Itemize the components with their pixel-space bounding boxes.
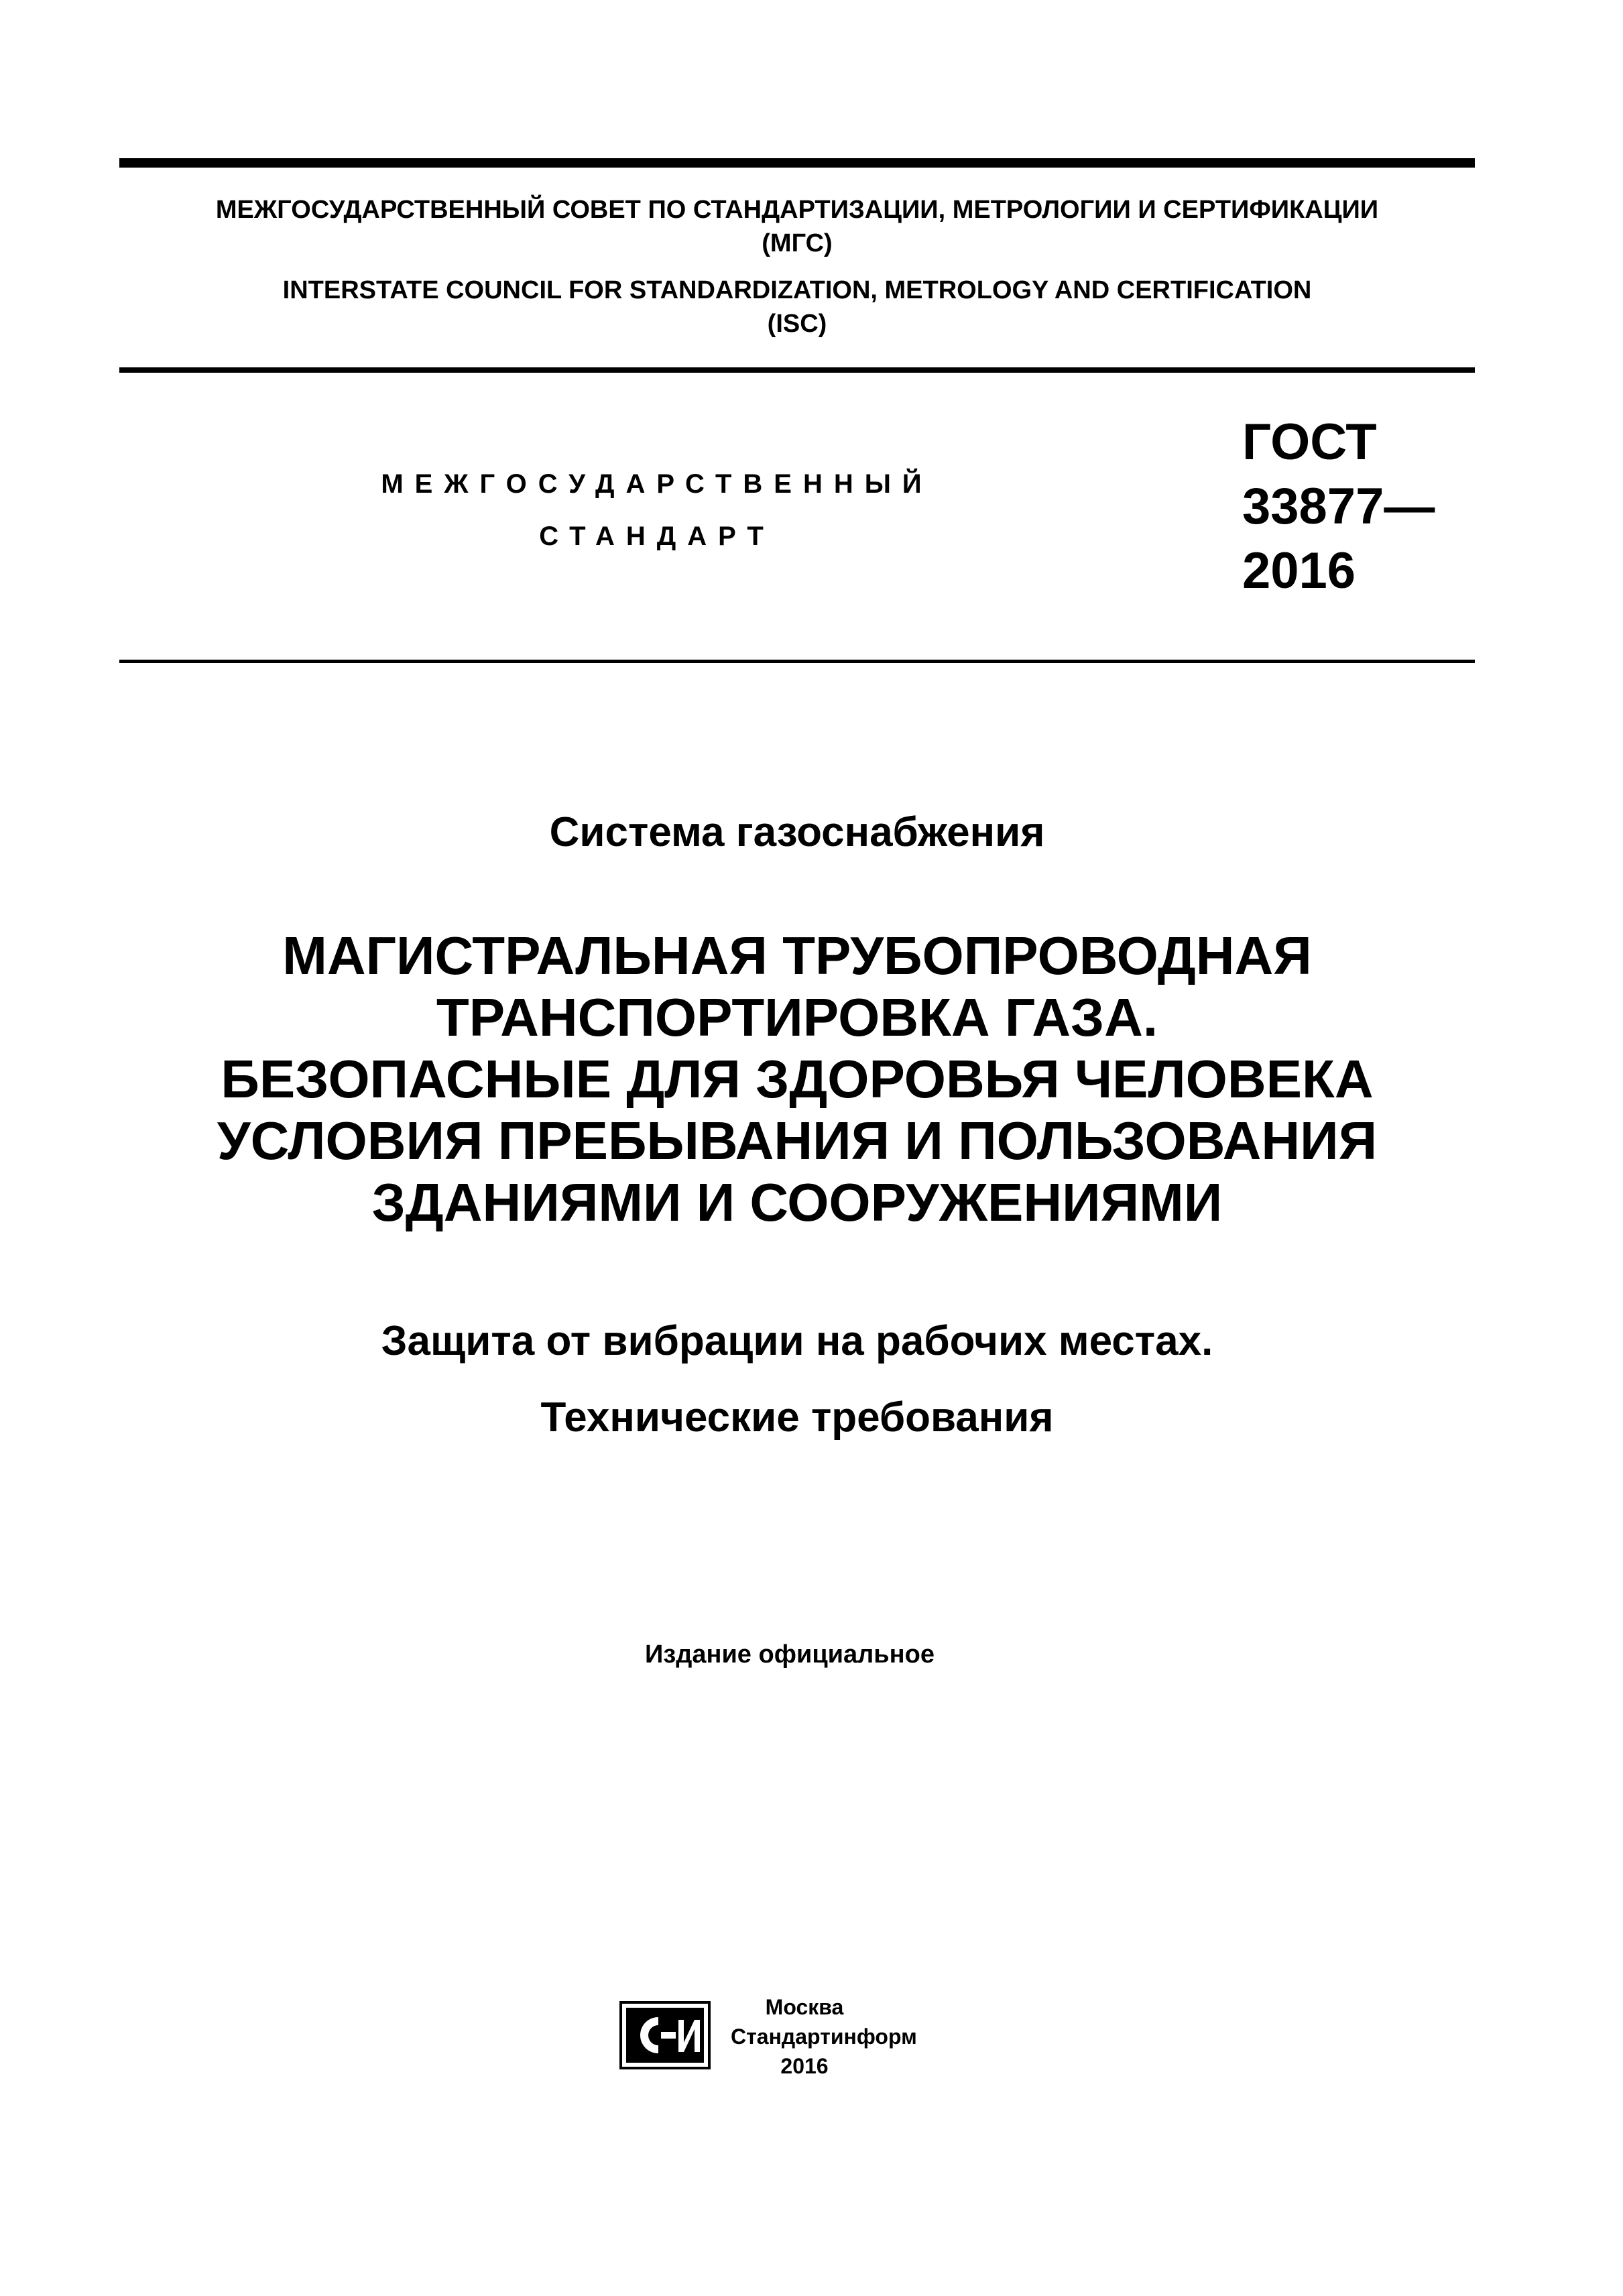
- main-title-line: МАГИСТРАЛЬНАЯ ТРУБОПРОВОДНАЯ: [282, 926, 1312, 985]
- top-rule: [119, 158, 1475, 168]
- council-abbr-en: (ISC): [767, 310, 827, 338]
- sub-title: [119, 1303, 1475, 1456]
- system-title: Система газоснабжения: [549, 809, 1045, 855]
- sub-title-line: Технические требования: [540, 1394, 1054, 1441]
- council-bottom-rule: [119, 367, 1475, 373]
- publisher-city: Москва: [765, 1995, 844, 2019]
- standartinform-logo-icon: [619, 2001, 711, 2069]
- main-title-line: ТРАНСПОРТИРОВКА ГАЗА.: [436, 987, 1158, 1047]
- designation-bottom-rule: [119, 660, 1475, 663]
- sub-title-line: Защита от вибрации на рабочих местах.: [381, 1318, 1213, 1364]
- gost-designation: [1242, 410, 1435, 603]
- edition-label: Издание официальное: [645, 1640, 935, 1669]
- gost-number: 33877—: [1242, 478, 1435, 535]
- council-name-en: INTERSTATE COUNCIL FOR STANDARDIZATION, METROLOGY AND CERTIFICATION: [282, 276, 1312, 304]
- standard-type-line1: МЕЖГОСУДАРСТВЕННЫЙ: [381, 469, 933, 499]
- publisher-year: 2016: [780, 2054, 829, 2078]
- standard-type-line2: СТАНДАРТ: [539, 522, 775, 551]
- publisher-block: [731, 1992, 917, 2081]
- council-header: [119, 193, 1475, 341]
- main-title-line: БЕЗОПАСНЫЕ ДЛЯ ЗДОРОВЬЯ ЧЕЛОВЕКА: [221, 1049, 1374, 1109]
- council-name-ru: МЕЖГОСУДАРСТВЕННЫЙ СОВЕТ ПО СТАНДАРТИЗАЦИИ, МЕТРОЛОГИИ И СЕРТИФИКАЦИИ: [215, 196, 1379, 224]
- gost-prefix: ГОСТ: [1242, 414, 1377, 471]
- council-abbr-ru: (МГС): [762, 229, 833, 257]
- main-title-line: УСЛОВИЯ ПРЕБЫВАНИЯ И ПОЛЬЗОВАНИЯ: [217, 1111, 1378, 1170]
- gost-year: 2016: [1242, 542, 1356, 599]
- main-title: [119, 925, 1475, 1233]
- main-title-line: ЗДАНИЯМИ И СООРУЖЕНИЯМИ: [371, 1172, 1223, 1232]
- publisher-name: Стандартинформ: [731, 2025, 917, 2049]
